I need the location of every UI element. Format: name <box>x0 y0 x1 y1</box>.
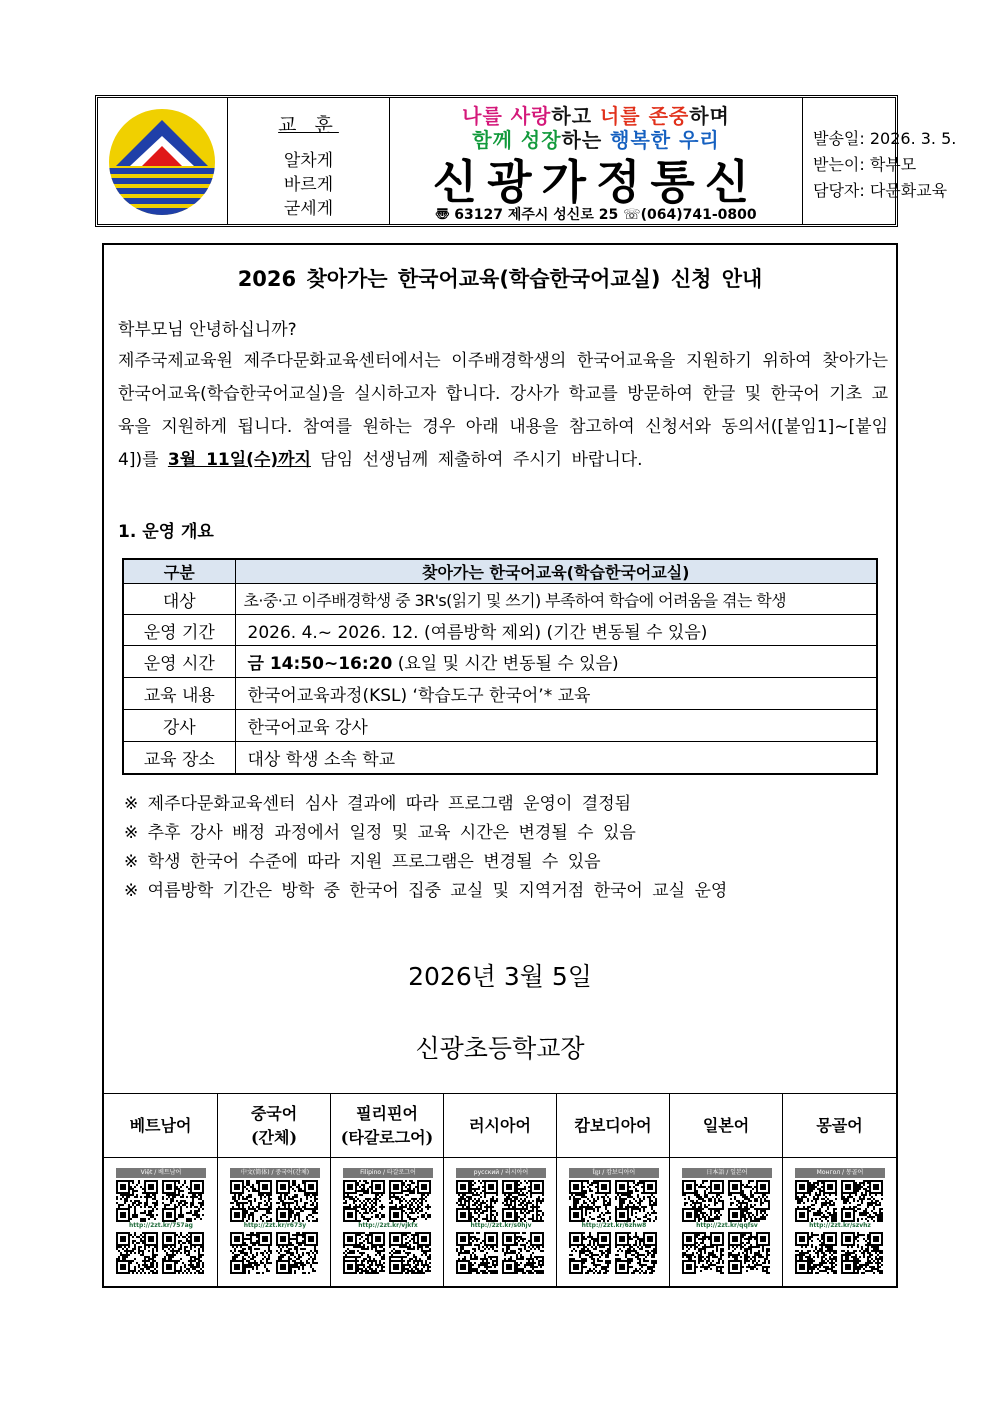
table-row <box>123 742 877 774</box>
row-key: 운영 시간 <box>123 646 235 678</box>
newsletter-title-block <box>390 98 803 224</box>
language-cell <box>331 1094 444 1286</box>
qr-link[interactable]: http://2zt.kr/szvhz <box>809 1222 871 1229</box>
newsletter-header <box>95 95 957 227</box>
contact-person: 담당자: 다문화교육 <box>813 181 948 200</box>
qr-language-tag: русский / 러시아어 <box>456 1168 546 1178</box>
notice-title: 2026 찾아가는 한국어교육(학습한국어교실) 신청 안내 <box>237 267 763 291</box>
slogan-segment: 함께 성장 <box>472 128 562 152</box>
table-row <box>123 584 877 615</box>
row-value: 한국어교육과정(KSL) ‘학습도구 한국어’* 교육 <box>235 678 877 710</box>
slogan-segment: 너를 존중 <box>599 104 690 128</box>
row-value <box>235 646 877 678</box>
language-name: 베트남어 <box>104 1094 217 1158</box>
qr-link[interactable]: http://2zt.kr/757ag <box>129 1222 193 1229</box>
slogan-segment: 행복한 우리 <box>610 128 720 152</box>
signer: 신광초등학교장 <box>415 1034 585 1063</box>
row-key: 운영 기간 <box>123 615 235 646</box>
greeting: 학부모님 안녕하십니까? <box>118 320 297 340</box>
slogan-segment: 하고 <box>551 104 600 128</box>
motto-line: 굳세게 <box>283 199 334 219</box>
language-cell <box>104 1094 218 1286</box>
send-info <box>803 98 957 224</box>
language-cell <box>670 1094 783 1286</box>
qr-code-icon[interactable] <box>343 1232 431 1274</box>
qr-code-card[interactable] <box>228 1168 322 1280</box>
school-motto <box>228 98 390 224</box>
language-cell <box>783 1094 896 1286</box>
qr-link[interactable]: http://2zt.kr/qqfsv <box>696 1222 758 1229</box>
row-value-bold: 금 14:50~16:20 <box>247 654 393 674</box>
qr-link[interactable]: http://2zt.kr/s0hjv <box>470 1222 532 1229</box>
qr-code-icon[interactable] <box>116 1232 204 1274</box>
qr-code-icon[interactable] <box>116 1180 204 1222</box>
qr-language-tag: 日本語 / 일본어 <box>682 1168 772 1178</box>
qr-code-card[interactable] <box>341 1168 435 1280</box>
qr-code-card[interactable] <box>793 1168 887 1280</box>
table-row <box>123 615 877 646</box>
send-date: 발송일: 2026. 3. 5. <box>813 129 957 148</box>
row-value: 대상 학생 소속 학교 <box>235 742 877 774</box>
qr-code-icon[interactable] <box>682 1232 770 1274</box>
qr-code-icon[interactable] <box>569 1232 657 1274</box>
qr-language-tag: ខ្មែរ / 캄보디아어 <box>569 1168 659 1178</box>
newsletter-title: 신광가정통신 <box>432 155 760 209</box>
slogan-segment: 나를 사랑 <box>462 104 552 128</box>
note-item: ※ 추후 강사 배정 과정에서 일정 및 교육 시간은 변경될 수 있음 <box>124 823 636 843</box>
school-address: 〠 63127 제주시 성신로 25 ☏(064)741-0800 <box>435 207 757 223</box>
qr-code-icon[interactable] <box>343 1180 431 1222</box>
language-cell <box>444 1094 557 1286</box>
qr-code-icon[interactable] <box>456 1232 544 1274</box>
qr-code-icon[interactable] <box>230 1180 318 1222</box>
slogan-segment: 하는 <box>561 128 611 152</box>
qr-language-tag: Монгол / 몽골어 <box>795 1168 885 1178</box>
qr-link[interactable]: http://2zt.kr/r673y <box>243 1222 307 1229</box>
slogan-segment: 하며 <box>689 104 730 128</box>
recipient: 받는이: 학부모 <box>813 155 917 174</box>
paragraph-text: 제주국제교육원 제주다문화교육센터에서는 이주배경학생의 한국어교육을 지원하기 위하여 찾아가는 한국어교육(학습한국어교실)을 실시하고자 합니다. 강사가 학교를 방문하여 한글 및 한국어 기초 교육을 지원하게 됩니다. 참여를 원하는 경우 아래 내용을 참고하여 신청서와 동의서([붙임1]~[붙임4])를 <box>118 351 888 470</box>
language-qr-grid <box>104 1093 896 1286</box>
row-key: 교육 장소 <box>123 742 235 774</box>
language-name: 러시아어 <box>444 1094 556 1158</box>
row-value: 2026. 4.~ 2026. 12. (여름방학 제외) (기간 변동될 수 있음) <box>235 615 877 646</box>
language-name: 중국어 (간체) <box>218 1094 330 1158</box>
qr-link[interactable]: http://2zt.kr/vjkfx <box>358 1222 418 1229</box>
note-item: ※ 여름방학 기간은 방학 중 한국어 집중 교실 및 지역거점 한국어 교실 운영 <box>124 881 728 901</box>
table-header-row <box>123 559 877 584</box>
table-row <box>123 646 877 678</box>
qr-language-tag: Việt / 베트남어 <box>116 1168 206 1178</box>
row-key: 강사 <box>123 710 235 742</box>
notice-body <box>102 243 898 1288</box>
notice-date: 2026년 3월 5일 <box>408 962 592 991</box>
qr-language-tag: 中文(简体) / 중국어(간체) <box>230 1168 320 1178</box>
qr-code-card[interactable] <box>454 1168 548 1280</box>
qr-code-icon[interactable] <box>795 1180 883 1222</box>
language-name: 필리핀어 (타갈로그어) <box>331 1094 443 1158</box>
school-logo-cell <box>98 98 228 224</box>
qr-code-icon[interactable] <box>569 1180 657 1222</box>
qr-language-tag: Filipino / 타갈로그어 <box>343 1168 433 1178</box>
note-item: ※ 학생 한국어 수준에 따라 지원 프로그램은 변경될 수 있음 <box>124 852 601 872</box>
table-row <box>123 678 877 710</box>
table-header-key: 구분 <box>123 559 235 584</box>
qr-code-icon[interactable] <box>456 1180 544 1222</box>
language-cell <box>218 1094 331 1286</box>
notice-paragraph <box>118 345 888 477</box>
language-name: 캄보디아어 <box>557 1094 669 1158</box>
paragraph-text: 담임 선생님께 제출하여 주시기 바랍니다. <box>310 450 643 470</box>
overview-table <box>122 558 878 775</box>
section-heading: 1. 운영 개요 <box>118 522 214 542</box>
deadline: 3월 11일(수)까지 <box>167 450 311 470</box>
qr-code-icon[interactable] <box>795 1232 883 1274</box>
table-row <box>123 710 877 742</box>
qr-code-icon[interactable] <box>682 1180 770 1222</box>
language-cell <box>557 1094 670 1286</box>
motto-line: 바르게 <box>283 175 334 195</box>
row-key: 교육 내용 <box>123 678 235 710</box>
note-item: ※ 제주다문화교육센터 심사 결과에 따라 프로그램 운영이 결정됨 <box>124 794 632 814</box>
table-header-value: 찾아가는 한국어교육(학습한국어교실) <box>235 559 877 584</box>
motto-line: 알차게 <box>283 151 334 171</box>
motto-label: 교 훈 <box>278 114 339 136</box>
qr-code-icon[interactable] <box>230 1232 318 1274</box>
language-name: 일본어 <box>670 1094 782 1158</box>
row-key: 대상 <box>123 584 235 615</box>
language-name: 몽골어 <box>783 1094 896 1158</box>
qr-code-card[interactable] <box>680 1168 774 1280</box>
row-value: 초·중·고 이주배경학생 중 3R's(읽기 및 쓰기) 부족하여 학습에 어려움을 겪는 학생 <box>235 584 877 615</box>
qr-link[interactable]: http://2zt.kr/6zhw8 <box>581 1222 647 1229</box>
row-value: 한국어교육 강사 <box>235 710 877 742</box>
qr-code-card[interactable] <box>114 1168 208 1280</box>
qr-code-card[interactable] <box>567 1168 661 1280</box>
row-value-text: (요일 및 시간 변동될 수 있음) <box>392 654 619 674</box>
school-logo-icon <box>106 106 218 218</box>
